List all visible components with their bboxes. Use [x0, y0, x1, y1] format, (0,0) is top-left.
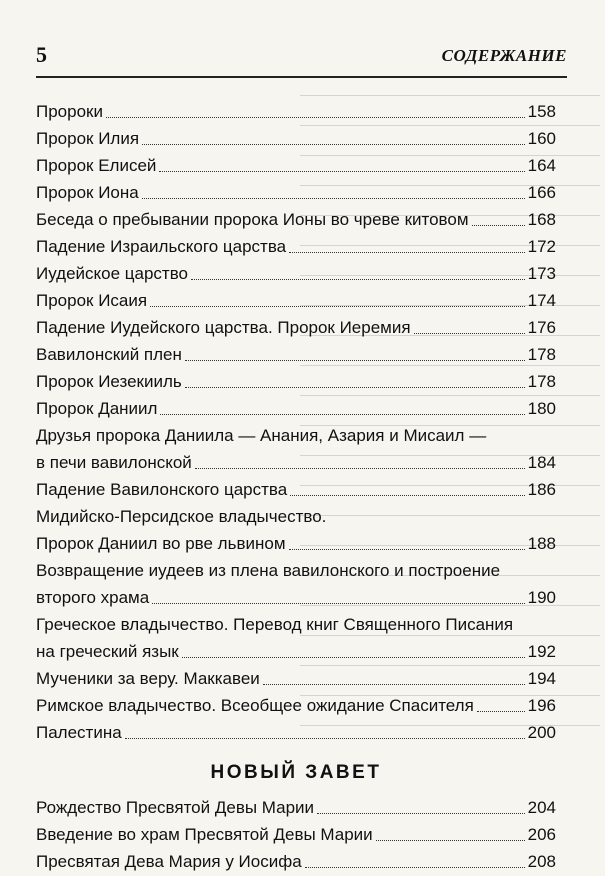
toc-entry [36, 98, 556, 125]
entry-title: Беседа о пребывании пророка Ионы во чреве китовом [36, 210, 469, 229]
dot-leader [477, 711, 525, 712]
entry-page: 172 [527, 237, 556, 256]
dot-leader [142, 198, 525, 199]
entry-title: Падение Израильского царства [36, 237, 287, 256]
dot-leader [142, 144, 525, 145]
toc-entry [36, 665, 556, 692]
entry-title: Пророк Иезекииль [36, 372, 182, 391]
dot-leader [289, 549, 525, 550]
dot-leader [185, 387, 525, 388]
dot-leader [376, 840, 525, 841]
dot-leader [305, 867, 525, 868]
entry-page: 190 [527, 588, 556, 607]
dot-leader [160, 414, 524, 415]
entry-page: 168 [527, 210, 556, 229]
entry-title: Падение Иудейского царства. Пророк Иеремия [36, 318, 411, 337]
dot-leader [290, 495, 524, 496]
toc-entry [36, 794, 556, 821]
dot-leader [195, 468, 525, 469]
entry-page: 176 [527, 318, 556, 337]
entry-title-line: Друзья пророка Даниила — Анания, Азария и Мисаил — [36, 426, 487, 445]
dot-leader [182, 657, 525, 658]
entry-page: 204 [527, 798, 556, 817]
dot-leader [106, 117, 525, 118]
entry-page: 194 [527, 669, 556, 688]
entry-title: Падение Вавилонского царства [36, 480, 288, 499]
entry-page: 164 [527, 156, 556, 175]
entry-page: 206 [527, 825, 556, 844]
entry-page: 184 [527, 453, 556, 472]
entry-title-line: Мидийско-Персидское владычество. [36, 507, 327, 526]
entry-title: Пророк Исаия [36, 291, 148, 310]
entry-title: Рождество Пресвятой Девы Марии [36, 798, 315, 817]
entry-title-line: в печи вавилонской [36, 453, 192, 472]
entry-title-line: Пророк Даниил во рве львином [36, 534, 286, 553]
entry-title: Вавилонский плен [36, 345, 182, 364]
toc-entry [36, 611, 556, 665]
toc-entry [36, 152, 556, 179]
entry-page: 208 [527, 852, 556, 871]
toc-entry [36, 821, 556, 848]
entry-title: Римское владычество. Всеобщее ожидание Спасителя [36, 696, 474, 715]
dot-leader [263, 684, 525, 685]
entry-page: 166 [527, 183, 556, 202]
entry-title: Пророк Иона [36, 183, 139, 202]
entry-page: 180 [527, 399, 556, 418]
entry-title: Пророки [36, 102, 103, 121]
entry-title: Пророк Елисей [36, 156, 157, 175]
table-of-contents [36, 98, 556, 875]
toc-entry [36, 395, 556, 422]
dot-leader [289, 252, 525, 253]
toc-entry [36, 233, 556, 260]
toc-entry [36, 719, 556, 746]
entry-page: 196 [527, 696, 556, 715]
toc-entry [36, 314, 556, 341]
entry-title-line: на греческий язык [36, 642, 179, 661]
entry-title: Палестина [36, 723, 122, 742]
entry-title-line: второго храма [36, 588, 150, 607]
entry-title: Пророк Даниил [36, 399, 158, 418]
toc-entry [36, 341, 556, 368]
page-number: 5 [36, 42, 47, 67]
toc-entry [36, 557, 556, 611]
entry-page: 200 [527, 723, 556, 742]
entry-title: Пресвятая Дева Мария у Иосифа [36, 852, 302, 871]
toc-entry [36, 260, 556, 287]
entry-page: 173 [527, 264, 556, 283]
entry-title-line: Возвращение иудеев из плена вавилонского и построение [36, 561, 501, 580]
entry-page: 178 [527, 372, 556, 391]
toc-entry [36, 692, 556, 719]
entry-title: Введение во храм Пресвятой Девы Марии [36, 825, 373, 844]
entry-title: Мученики за веру. Маккавеи [36, 669, 260, 688]
toc-entry [36, 503, 556, 557]
dot-leader [150, 306, 525, 307]
toc-entry [36, 206, 556, 233]
page-header [36, 42, 567, 78]
toc-entry [36, 368, 556, 395]
section-title: СОДЕРЖАНИЕ [441, 46, 567, 65]
toc-entry [36, 287, 556, 314]
dot-leader [152, 603, 524, 604]
entry-page: 188 [527, 534, 556, 553]
dot-leader [414, 333, 525, 334]
entry-page: 178 [527, 345, 556, 364]
dot-leader [159, 171, 524, 172]
section-heading-new-testament: НОВЫЙ ЗАВЕТ [210, 762, 382, 783]
toc-entry [36, 422, 556, 476]
entry-title: Пророк Илия [36, 129, 140, 148]
entry-page: 160 [527, 129, 556, 148]
entry-title: Иудейское царство [36, 264, 189, 283]
entry-page: 186 [527, 480, 556, 499]
toc-entry [36, 848, 556, 875]
entry-page: 158 [527, 102, 556, 121]
entry-page: 192 [527, 642, 556, 661]
dot-leader [125, 738, 525, 739]
toc-entry [36, 125, 556, 152]
dot-leader [472, 225, 525, 226]
dot-leader [185, 360, 525, 361]
dot-leader [317, 813, 525, 814]
toc-entry [36, 476, 556, 503]
entry-title-line: Греческое владычество. Перевод книг Священного Писания [36, 615, 514, 634]
entry-page: 174 [527, 291, 556, 310]
toc-entry [36, 179, 556, 206]
dot-leader [191, 279, 525, 280]
